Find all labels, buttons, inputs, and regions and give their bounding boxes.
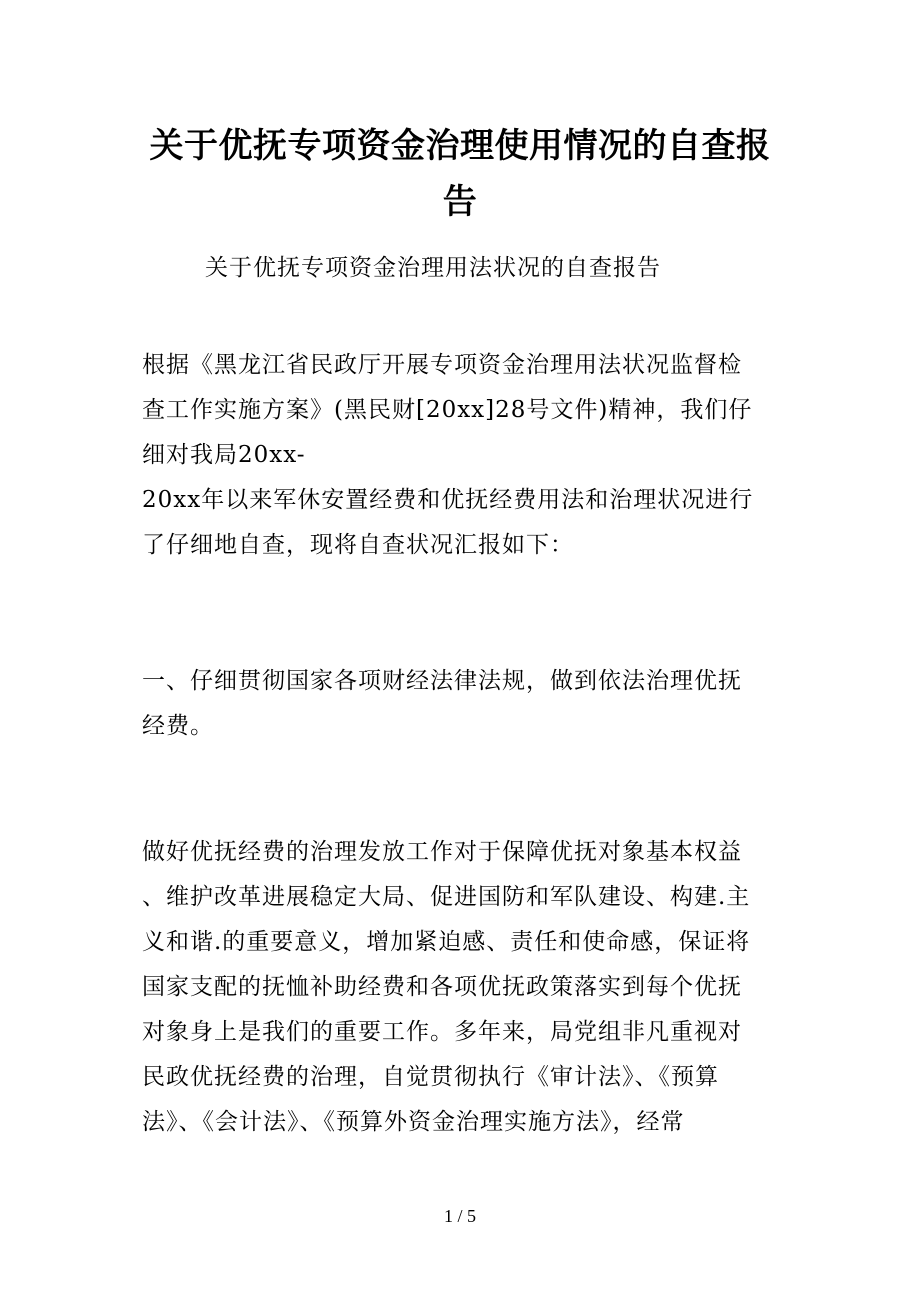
- paragraph-line: 20xx年以来军休安置经费和优抚经费用法和治理状况进行: [142, 487, 754, 513]
- title-line: 关于优抚专项资金治理使用情况的自查报: [149, 126, 771, 166]
- paragraph-line: 根据《黑龙江省民政厅开展专项资金治理用法状况监督检: [142, 352, 742, 378]
- paragraph-line: 国家支配的抚恤补助经费和各项优抚政策落实到每个优抚: [142, 974, 742, 1000]
- section-heading-1: [142, 659, 782, 749]
- document-subtitle: 关于优抚专项资金治理用法状况的自查报告: [205, 255, 661, 281]
- paragraph-line: 、维护改革进展稳定大局、促进国防和军队建设、构建.主: [142, 884, 751, 910]
- document-title: [140, 118, 780, 230]
- paragraph-line: 细对我局20xx-: [142, 442, 306, 468]
- paragraph-line: 经费。: [142, 713, 214, 739]
- paragraph-line: 了仔细地自查，现将自查状况汇报如下：: [142, 532, 574, 558]
- paragraph-line: 法》、《会计法》、《预算外资金治理实施方法》，经常: [142, 1109, 685, 1135]
- paragraph-line: 义和谐.的重要意义，增加紧迫感、责任和使命感，保证将: [142, 929, 751, 955]
- paragraph-line: 民政优抚经费的治理，自觉贯彻执行《审计法》、《预算: [142, 1064, 719, 1090]
- paragraph-1: [142, 343, 782, 568]
- paragraph-line: 一、仔细贯彻国家各项财经法律法规，做到依法治理优抚: [142, 668, 742, 694]
- title-line: 告: [442, 182, 478, 222]
- paragraph-line: 做好优抚经费的治理发放工作对于保障优抚对象基本权益: [142, 839, 742, 865]
- paragraph-2: [142, 830, 782, 1145]
- paragraph-line: 查工作实施方案》(黑民财[20xx]28号文件)精神，我们仔: [142, 397, 753, 423]
- page-number: 1 / 5: [443, 1206, 476, 1226]
- paragraph-line: 对象身上是我们的重要工作。多年来，局党组非凡重视对: [142, 1019, 742, 1045]
